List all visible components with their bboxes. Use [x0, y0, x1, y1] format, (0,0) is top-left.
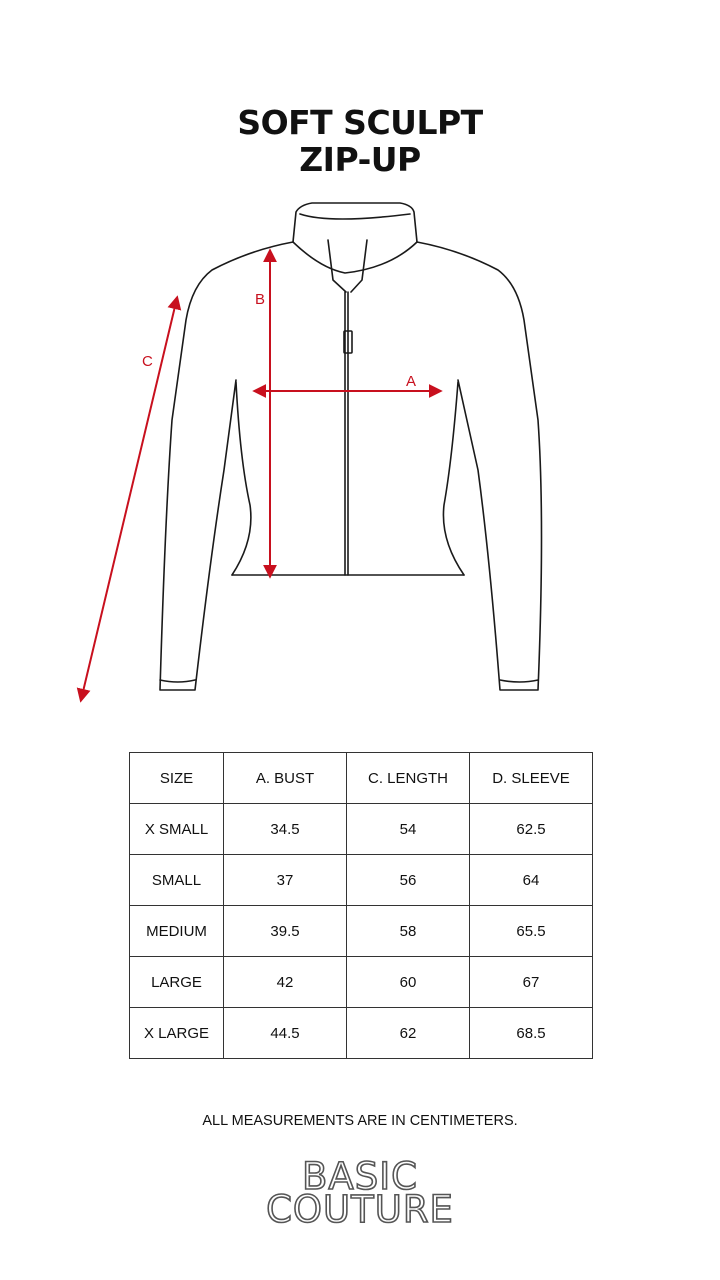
- cell-sleeve: 65.5: [470, 906, 593, 957]
- table-row: [130, 957, 593, 1008]
- measurement-note: ALL MEASUREMENTS ARE IN CENTIMETERS.: [202, 1113, 518, 1129]
- right-sleeve: [417, 242, 542, 690]
- header-size: SIZE: [130, 753, 224, 804]
- cell-bust: 44.5: [224, 1008, 347, 1059]
- title-line-2: ZIP-UP: [299, 140, 421, 179]
- body-left-side: [232, 382, 251, 575]
- cell-bust: 42: [224, 957, 347, 1008]
- measure-c-label: C: [142, 353, 153, 370]
- cell-length: 54: [347, 804, 470, 855]
- cell-length: 62: [347, 1008, 470, 1059]
- cell-size: LARGE: [130, 957, 224, 1008]
- cell-size: MEDIUM: [130, 906, 224, 957]
- body-right-side: [443, 382, 464, 575]
- cell-sleeve: 68.5: [470, 1008, 593, 1059]
- table-row: [130, 1008, 593, 1059]
- measure-c-line: [81, 298, 177, 700]
- collar: [293, 203, 417, 242]
- cell-size: X SMALL: [130, 804, 224, 855]
- cell-bust: 34.5: [224, 804, 347, 855]
- cell-bust: 37: [224, 855, 347, 906]
- measure-a-label: A: [406, 373, 417, 390]
- header-length: C. LENGTH: [347, 753, 470, 804]
- cell-length: 56: [347, 855, 470, 906]
- cell-size: X LARGE: [130, 1008, 224, 1059]
- table-row: [130, 804, 593, 855]
- cell-sleeve: 64: [470, 855, 593, 906]
- brand-logo: [0, 1155, 720, 1231]
- table-row: [130, 855, 593, 906]
- title-line-1: SOFT SCULPT: [237, 103, 483, 142]
- table-header-row: [130, 753, 593, 804]
- measurements: [81, 251, 440, 700]
- jacket-outline: [160, 203, 542, 690]
- cell-length: 58: [347, 906, 470, 957]
- cell-size: SMALL: [130, 855, 224, 906]
- measure-b-label: B: [255, 291, 266, 308]
- cell-sleeve: 67: [470, 957, 593, 1008]
- left-sleeve: [160, 242, 293, 690]
- collar-inner: [300, 214, 410, 219]
- garment-diagram: [0, 190, 720, 710]
- cell-length: 60: [347, 957, 470, 1008]
- left-cuff: [160, 680, 195, 682]
- cell-bust: 39.5: [224, 906, 347, 957]
- right-cuff: [500, 680, 538, 682]
- header-sleeve: D. SLEEVE: [470, 753, 593, 804]
- page-title: [0, 104, 720, 178]
- logo-line-1: BASIC: [302, 1155, 418, 1198]
- size-chart-table: [129, 752, 593, 1059]
- table-row: [130, 906, 593, 957]
- logo-line-2: COUTURE: [266, 1188, 454, 1231]
- cell-sleeve: 62.5: [470, 804, 593, 855]
- header-bust: A. BUST: [224, 753, 347, 804]
